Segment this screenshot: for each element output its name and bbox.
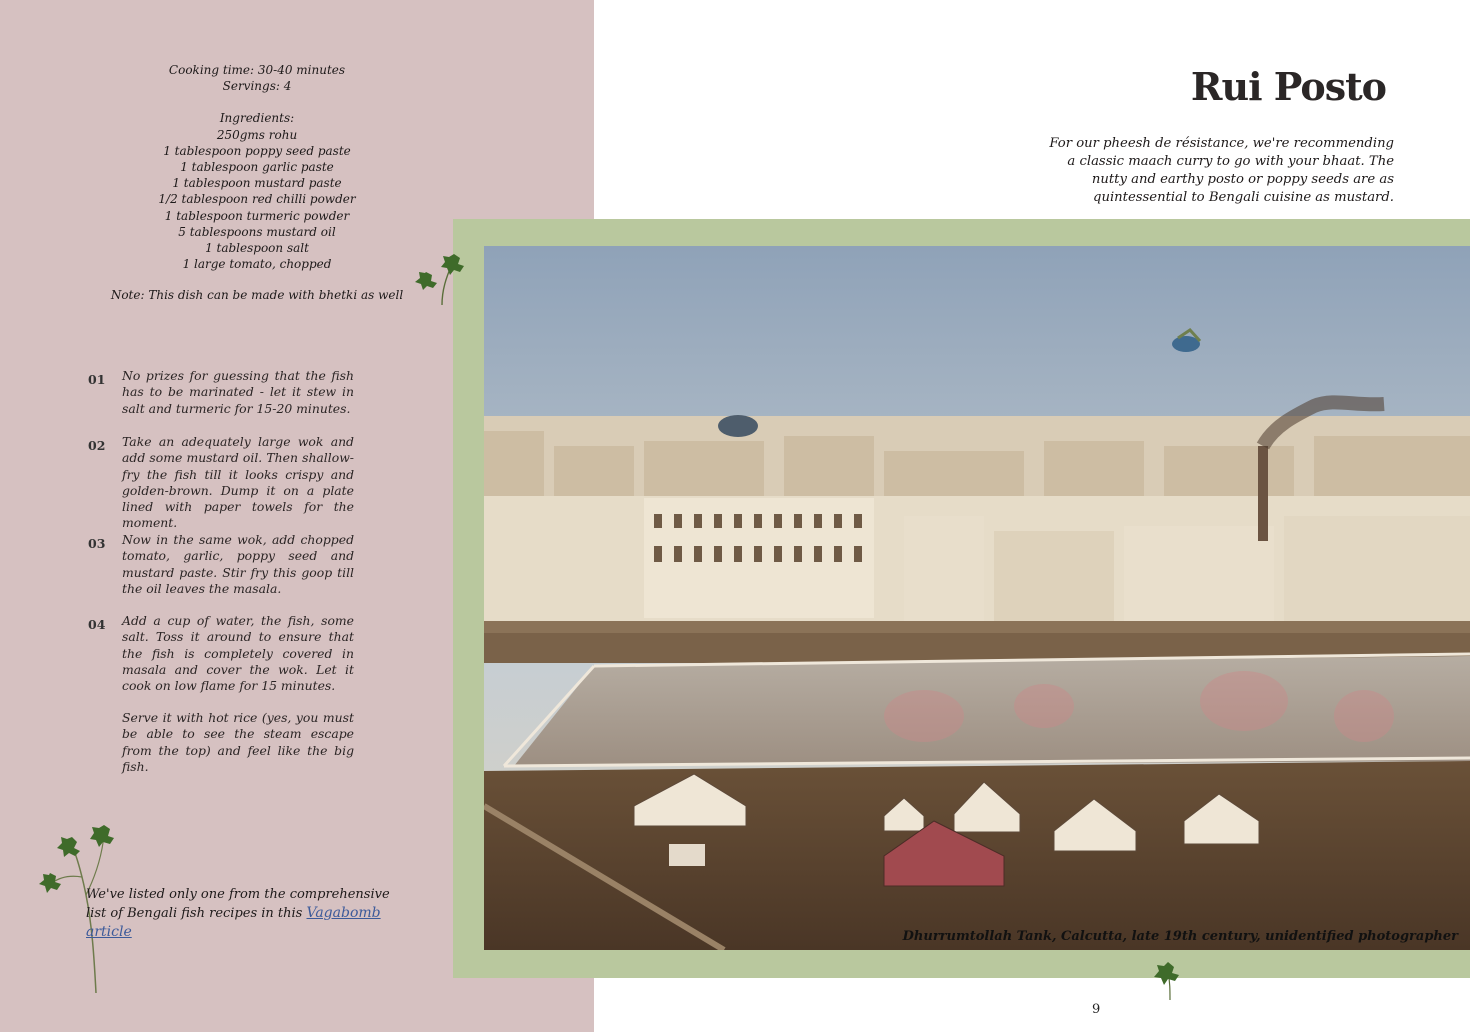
recipe-note: Note: This dish can be made with bhetki as well: [110, 288, 404, 302]
step-number: 04: [88, 617, 106, 632]
page-number: 9: [1092, 1002, 1101, 1017]
footer-text: We've listed only one from the comprehensive list of Bengali fish recipes in this: [86, 887, 390, 921]
step-text: Add a cup of water, the fish, some salt. Toss it around to ensure that the fish is completely covered in masala and cover the wok. Let it cook on low flame for 15 minutes.: [122, 613, 354, 694]
photo-caption: Dhurrumtollah Tank, Calcutta, late 19th century, unidentified photographer: [902, 929, 1458, 944]
step-text: Take an adequately large wok and add some mustard oil. Then shallow-fry the fish till it looks crispy and golden-brown. Dump it on a plate lined with paper towels for the moment.: [122, 434, 354, 531]
page-title: Rui Posto: [1190, 64, 1386, 109]
ingredient-item: 1 tablespoon mustard paste: [172, 176, 342, 191]
ingredients-heading: Ingredients:: [219, 111, 295, 126]
historic-photo: [484, 246, 1470, 950]
ingredient-item: 1 large tomato, chopped: [182, 257, 332, 272]
cooking-time: Cooking time: 30-40 minutes: [168, 63, 346, 77]
ingredient-item: 1/2 tablespoon red chilli powder: [158, 192, 356, 207]
vagabomb-article-link[interactable]: Vagabomb article: [86, 905, 381, 940]
step-number: 03: [88, 536, 106, 551]
ingredient-item: 250gms rohu: [216, 127, 298, 142]
footer-note: [86, 886, 406, 942]
ingredient-item: 1 tablespoon turmeric powder: [164, 208, 350, 223]
coriander-sprig-icon: [1148, 960, 1192, 1004]
step-number: 01: [88, 372, 106, 387]
step-text: Now in the same wok, add chopped tomato, garlic, poppy seed and mustard paste. Stir fry this goop till the oil leaves the masala.: [122, 532, 354, 596]
step-number: 02: [88, 438, 106, 453]
step-text: No prizes for guessing that the fish has to be marinated - let it stew in salt and turmeric for 15-20 minutes.: [122, 368, 354, 416]
ingredient-item: 1 tablespoon poppy seed paste: [163, 143, 351, 158]
coriander-sprig-icon: [412, 250, 472, 310]
ingredient-item: 5 tablespoons mustard oil: [178, 224, 336, 239]
serving-suggestion: Serve it with hot rice (yes, you must be able to see the steam escape from the top) and feel like the big fish.: [122, 710, 354, 774]
recipe-meta: [100, 62, 414, 272]
ingredient-item: 1 tablespoon garlic paste: [180, 160, 334, 175]
article-intro: For our pheesh de résistance, we're recommending a classic maach curry to go with your bhaat. The nutty and earthy posto or poppy seeds are as quintessential to Bengali cuisine as mustard.: [1049, 136, 1394, 205]
servings: Servings: 4: [222, 79, 292, 94]
ingredient-item: 1 tablespoon salt: [205, 241, 309, 256]
calcutta-photo-illustration: [484, 246, 1470, 950]
